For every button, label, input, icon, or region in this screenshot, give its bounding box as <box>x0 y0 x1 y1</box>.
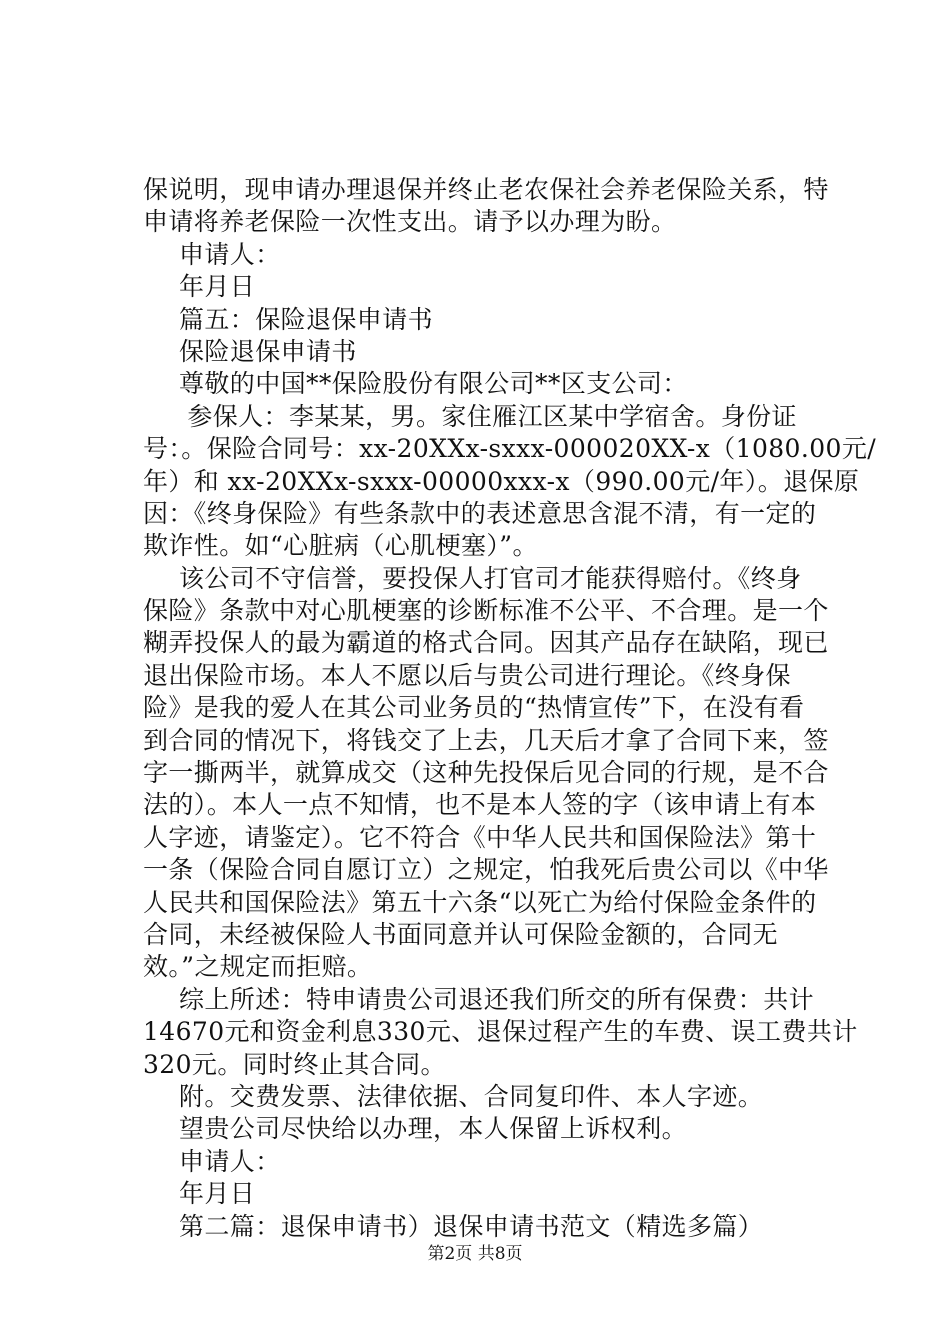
text-line: 该公司不守信誉，要投保人打官司才能获得赔付。《终身 <box>179 563 802 593</box>
text-line: 糊弄投保人的最为霸道的格式合同。因其产品存在缺陷，现已 <box>143 628 829 658</box>
text-line: 附。交费发票、法律依据、合同复印件、本人字迹。 <box>179 1081 764 1111</box>
text-line: 一条（保险合同自愿订立）之规定，怕我死后贵公司以《中华 <box>143 855 829 885</box>
text-line: 篇五：保险退保申请书 <box>179 304 434 334</box>
text-line: 保险》条款中对心肌梗塞的诊断标准不公平、不合理。是一个 <box>143 596 829 626</box>
text-line: 人字迹，请鉴定）。它不符合《中华人民共和国保险法》第十 <box>143 822 817 852</box>
text-line: 号：。保险合同号：xx-20XXx-sxxx-000020XX-x（1080.00元/ <box>143 434 877 464</box>
text-line: 年月日 <box>179 272 256 302</box>
text-line: 申请人： <box>179 1146 281 1176</box>
text-line: 保说明，现申请办理退保并终止老农保社会养老保险关系，特 <box>143 175 829 204</box>
text-line: 年）和 xx-20XXx-sxxx-00000xxx-x（990.00元/年）。退保原 <box>143 466 860 496</box>
text-line: 因：《终身保险》有些条款中的表述意思含混不清，有一定的 <box>143 498 817 528</box>
text-line: 申请人： <box>179 239 281 269</box>
text-line: 字一撕两半，就算成交（这种先投保后见合同的行规，是不合 <box>143 758 829 788</box>
text-line: 320元。同时终止其合同。 <box>143 1049 446 1079</box>
text-line: 望贵公司尽快给以办理，本人保留上诉权利。 <box>179 1114 688 1144</box>
text-line: 尊敬的中国**保险股份有限公司**区支公司： <box>179 369 688 399</box>
text-line: 险》是我的爱人在其公司业务员的“热情宣传”下，在没有看 <box>143 693 805 723</box>
text-line: 综上所述：特申请贵公司退还我们所交的所有保费：共计 <box>179 984 815 1014</box>
text-line: 人民共和国保险法》第五十六条“以死亡为给付保险金条件的 <box>143 887 817 917</box>
text-line: 欺诈性。如“心脏病（心肌梗塞）”。 <box>143 531 538 561</box>
page-footer: 第2页 共8页 <box>427 1244 523 1264</box>
document-body <box>143 174 877 1243</box>
text-line: 合同，未经被保险人书面同意并认可保险金额的，合同无 <box>143 919 779 949</box>
text-line: 14670元和资金利息330元、退保过程产生的车费、误工费共计 <box>143 1017 858 1047</box>
text-line: 保险退保申请书 <box>179 336 357 366</box>
text-line: 年月日 <box>179 1179 256 1209</box>
text-line: 参保人：李某某，男。家住雁江区某中学宿舍。身份证 <box>179 401 797 431</box>
text-line: 法的）。本人一点不知情，也不是本人签的字（该申请上有本 <box>143 790 817 820</box>
text-line: 效。”之规定而拒赔。 <box>143 952 373 982</box>
text-line: 到合同的情况下，将钱交了上去，几天后才拿了合同下来，签 <box>143 725 829 755</box>
text-line: 第二篇：退保申请书）退保申请书范文（精选多篇） <box>179 1211 764 1241</box>
text-line: 退出保险市场。本人不愿以后与贵公司进行理论。《终身保 <box>143 660 791 690</box>
text-line: 申请将养老保险一次性支出。请予以办理为盼。 <box>143 207 677 237</box>
